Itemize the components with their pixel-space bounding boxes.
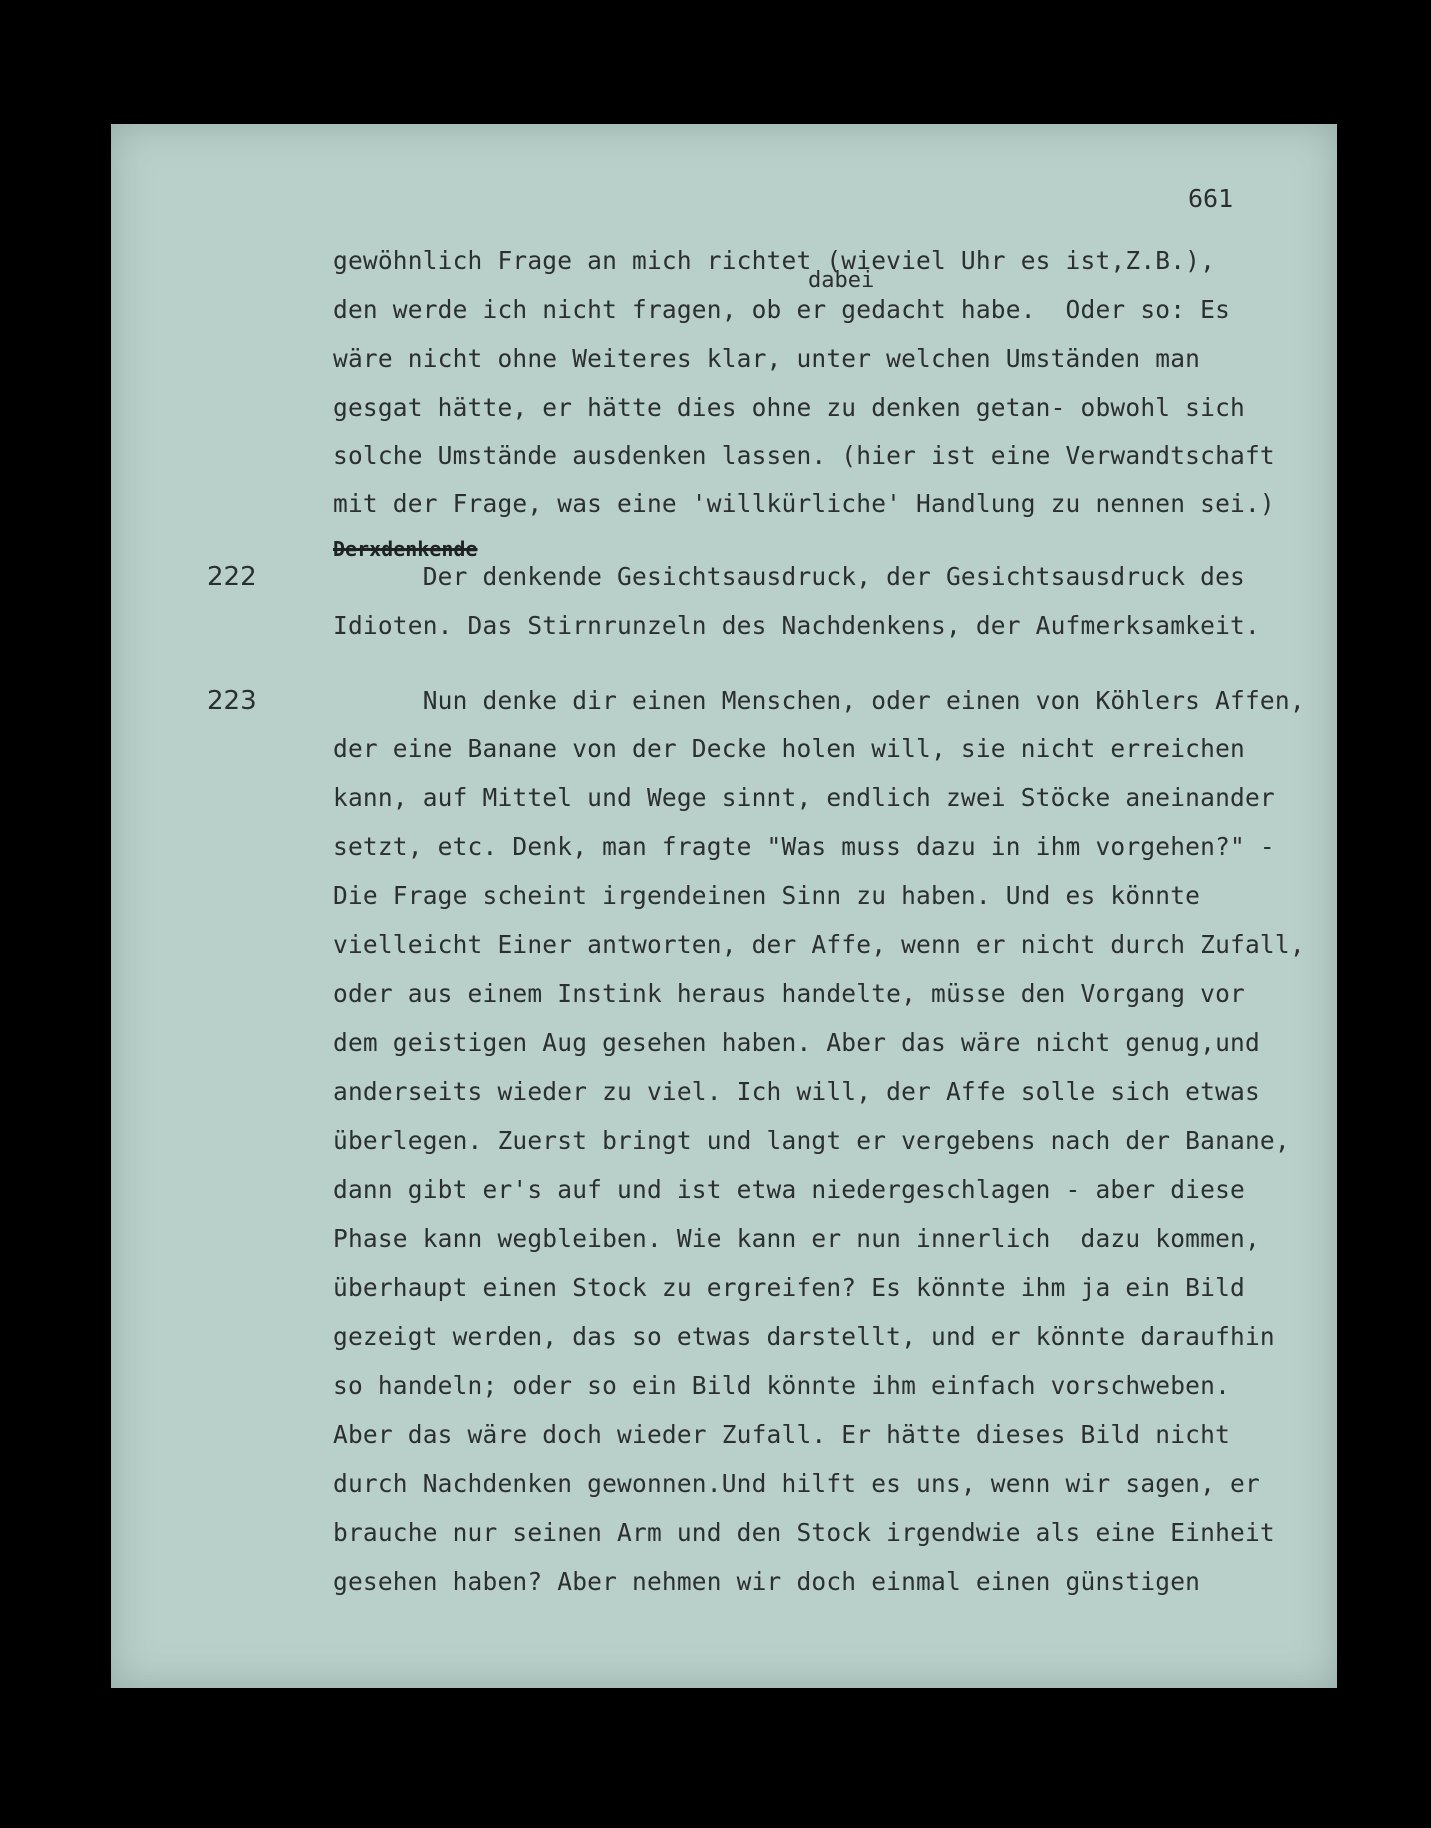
text-line: Phase kann wegbleiben. Wie kann er nun innerlich dazu kommen, <box>333 1224 1260 1253</box>
text-line: dann gibt er's auf und ist etwa niedergeschlagen - aber diese <box>333 1175 1245 1204</box>
handwritten-insertion: dabei <box>808 268 875 293</box>
text-line: der eine Banane von der Decke holen will, sie nicht erreichen <box>333 734 1245 763</box>
text-line: so handeln; oder so ein Bild könnte ihm einfach vorschweben. <box>333 1371 1231 1400</box>
text-line: dem geistigen Aug gesehen haben. Aber das wäre nicht genug,und <box>333 1028 1260 1057</box>
text-line: durch Nachdenken gewonnen.Und hilft es uns, wenn wir sagen, er <box>333 1469 1260 1498</box>
text-line: oder aus einem Instink heraus handelte, müsse den Vorgang vor <box>333 979 1245 1008</box>
struck-out-text: Derxdenkende <box>333 537 478 561</box>
text-line: mit der Frage, was eine 'willkürliche' Handlung zu nennen sei.) <box>333 489 1275 518</box>
text-line: wäre nicht ohne Weiteres klar, unter welchen Umständen man <box>333 344 1201 373</box>
text-line: anderseits wieder zu viel. Ich will, der Affe solle sich etwas <box>333 1077 1260 1106</box>
text-line: gesehen haben? Aber nehmen wir doch einmal einen günstigen <box>333 1567 1201 1596</box>
text-line: gezeigt werden, das so etwas darstellt, und er könnte daraufhin <box>333 1322 1275 1351</box>
text-line: überlegen. Zuerst bringt und langt er vergebens nach der Banane, <box>333 1126 1290 1155</box>
text-line: brauche nur seinen Arm und den Stock irgendwie als eine Einheit <box>333 1518 1275 1547</box>
text-line: gesgat hätte, er hätte dies ohne zu denken getan- obwohl sich <box>333 393 1245 422</box>
text-line: Nun denke dir einen Menschen, oder einen von Köhlers Affen, <box>333 686 1305 715</box>
text-line: Idioten. Das Stirnrunzeln des Nachdenkens, der Aufmerksamkeit. <box>333 611 1260 640</box>
text-line: den werde ich nicht fragen, ob er gedacht habe. Oder so: Es <box>333 295 1231 324</box>
text-line: vielleicht Einer antworten, der Affe, wenn er nicht durch Zufall, <box>333 930 1305 959</box>
text-line: Die Frage scheint irgendeinen Sinn zu haben. Und es könnte <box>333 881 1201 910</box>
text-line: setzt, etc. Denk, man fragte "Was muss dazu in ihm vorgehen?" - <box>333 832 1275 861</box>
text-line: solche Umstände ausdenken lassen. (hier ist eine Verwandtschaft <box>333 441 1275 470</box>
text-line: Aber das wäre doch wieder Zufall. Er hätte dieses Bild nicht <box>333 1420 1231 1449</box>
text-line: Der denkende Gesichtsausdruck, der Gesichtsausdruck des <box>333 562 1245 591</box>
page-number: 661 <box>1188 184 1234 213</box>
text-line: gewöhnlich Frage an mich richtet (wieviel Uhr es ist,Z.B.), <box>333 246 1216 275</box>
text-line: überhaupt einen Stock zu ergreifen? Es könnte ihm ja ein Bild <box>333 1273 1245 1302</box>
remark-number-223: 223 <box>207 686 257 716</box>
remark-number-222: 222 <box>207 562 257 592</box>
text-line: kann, auf Mittel und Wege sinnt, endlich zwei Stöcke aneinander <box>333 783 1275 812</box>
